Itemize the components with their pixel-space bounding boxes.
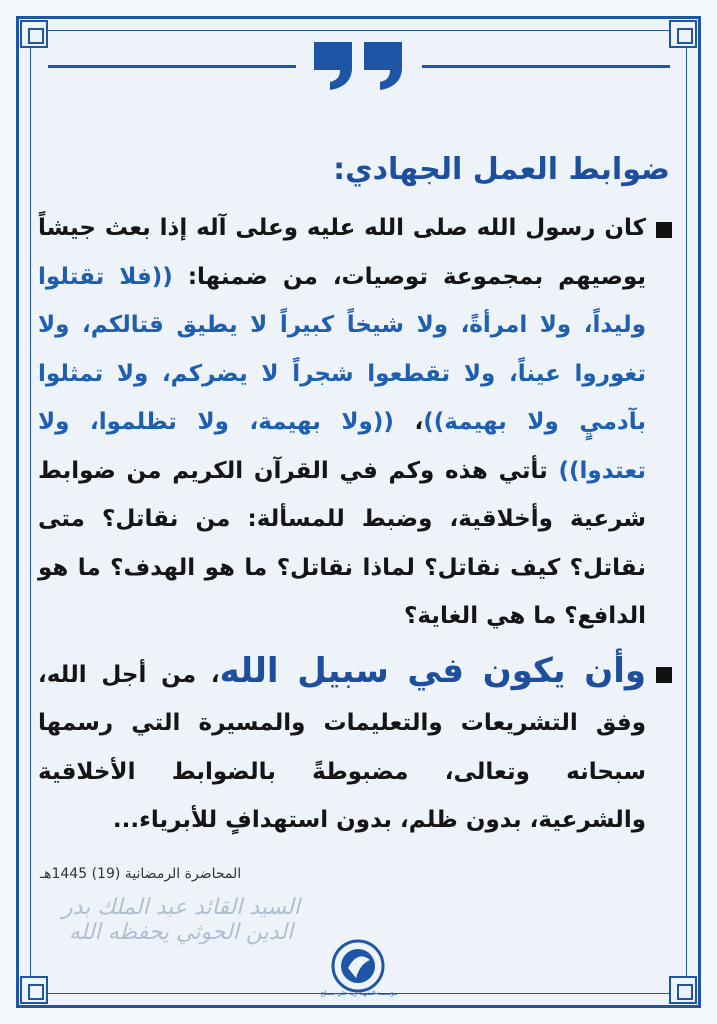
quote-separator: ، (393, 409, 424, 435)
corner-ornament-top-right (669, 20, 697, 48)
top-divider-left (48, 65, 296, 68)
paragraph-1-intro: كان رسول الله صلى الله عليه وعلى آله إذا بعث جيشاً يوصيهم بمجموعة توصيات، من ضمنها: (38, 215, 647, 290)
article-body (38, 148, 674, 845)
corner-ornament-bottom-right (669, 976, 697, 1004)
paragraph-2 (38, 647, 674, 845)
square-bullet-icon (656, 222, 672, 238)
corner-ornament-top-left (20, 20, 48, 48)
hadith-quote-2: ((ولا بهيمة، ولا تظلموا، ولا تعتدوا)) (38, 409, 646, 484)
paragraph-2-rest: ، من أجل الله، وفق التشريعات والتعليمات والمسيرة التي رسمها سبحانه وتعالى، مضبوطةً بالضوابط الأخلاقية والشرعية، بدون ظلم، بدون استهدافٍ للأبرياء... (38, 661, 646, 833)
square-bullet-icon (656, 667, 672, 683)
source-citation: المحاضرة الرمضانية (19) 1445هـ (40, 866, 242, 882)
top-divider-right (422, 65, 670, 68)
closing-quote-icon (310, 40, 406, 90)
corner-ornament-bottom-left (20, 976, 48, 1004)
emphasis-phrase: وأن يكون في سبيل الله (219, 650, 647, 691)
paragraph-1 (38, 204, 674, 641)
organization-name: مؤسسة الشهيد زيد علي مصلح (320, 990, 398, 997)
signature-calligraphy: السيد القائد عبد الملك بدر الدين الحوثي يحفظه الله (62, 895, 300, 945)
hadith-quote-1: ((فلا تقتلوا وليداً، ولا امرأةً، ولا شيخاً كبيراً لا يطيق قتالكم، ولا تغوروا عيناً، ولا تقطعوا شجراً لا يضركم، ولا تمثلوا بآدميٍ ولا بهيمة)) (38, 263, 647, 435)
organization-logo-icon (330, 938, 386, 994)
page-title: ضوابط العمل الجهادي: (333, 152, 670, 187)
paragraph-1-rest: تأتي هذه وكم في القرآن الكريم من ضوابط شرعية وأخلاقية، وضبط للمسألة: من نقاتل؟ متى نقاتل؟ كيف نقاتل؟ لماذا نقاتل؟ ما هو الهدف؟ ما هو الدافع؟ ما هي الغاية؟ (38, 457, 646, 629)
